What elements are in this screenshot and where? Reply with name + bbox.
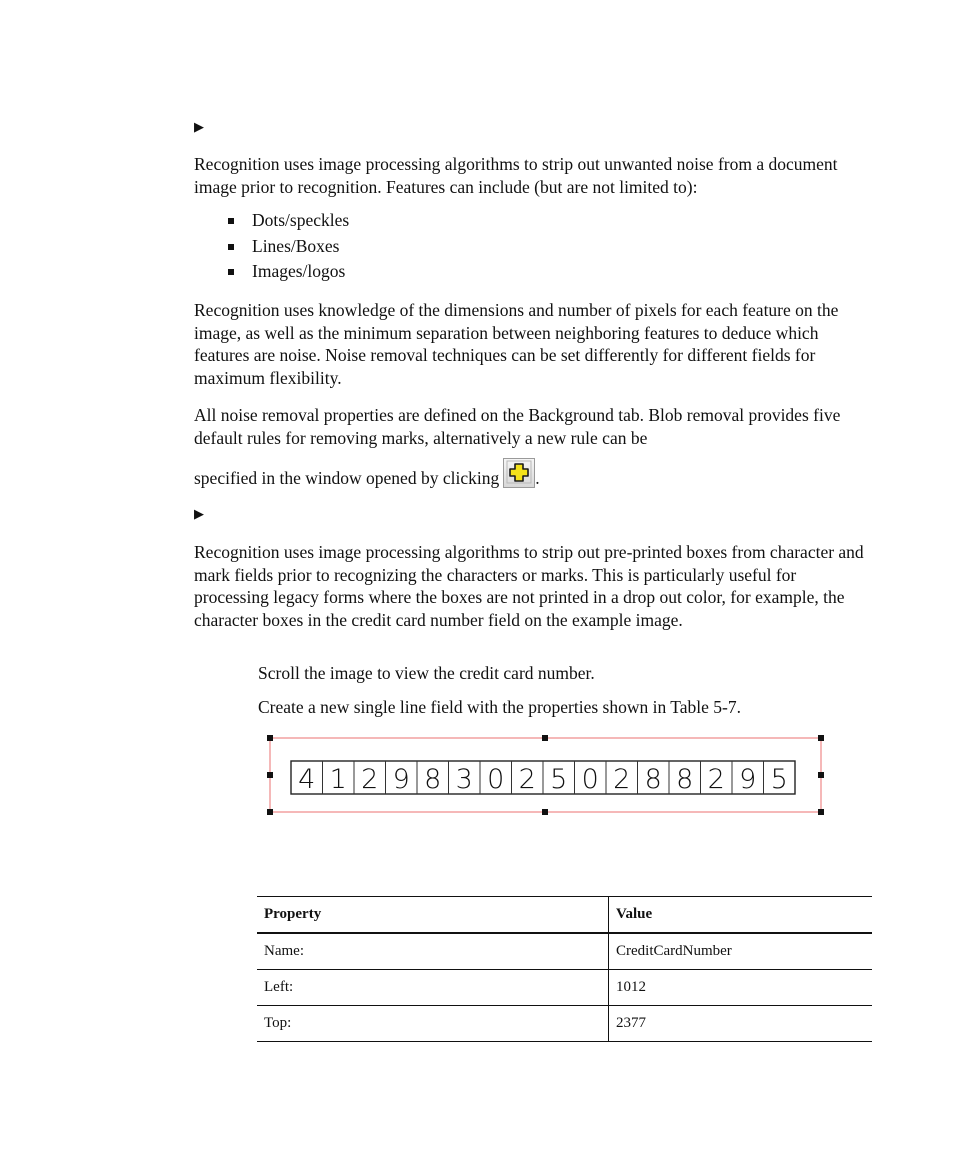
table-header-row — [257, 897, 872, 934]
handwritten-digit: 2 — [613, 764, 631, 795]
handwritten-digit: 9 — [392, 764, 410, 795]
noise-intro-paragraph: Recognition uses image processing algorithms to strip out unwanted noise from a document image prior to recognition. Features can include (but are not limited to): — [194, 154, 838, 197]
bullet-square-icon — [228, 244, 234, 250]
header-value: Value — [609, 897, 873, 934]
box-removal-paragraph: Recognition uses image processing algorithms to strip out pre-printed boxes from character and mark fields prior to recognizing the characters or marks. This is particularly useful for processing legacy forms where the boxes are not printed in a drop out color, for example, the character boxes in the credit card number field on the example image. — [194, 542, 864, 630]
handwritten-digit: 2 — [707, 764, 725, 795]
handwritten-digit: 8 — [676, 764, 694, 795]
handwritten-digit: 8 — [424, 764, 442, 795]
period-text: . — [535, 468, 540, 488]
noise-knowledge-paragraph: Recognition uses knowledge of the dimensions and number of pixels for each feature on the image, as well as the minimum separation between neighboring features to deduce which features are noise. Noise removal techniques can be set differently for different fields for maximum flexibility. — [194, 300, 839, 388]
cell-value: 1012 — [609, 970, 873, 1006]
handwritten-digit: 9 — [739, 764, 757, 795]
step-create-field: Create a new single line field with the properties shown in Table 5-7. — [258, 697, 741, 717]
clicking-text: specified in the window opened by clicking — [194, 468, 500, 488]
list-item-label: Dots/speckles — [252, 210, 350, 230]
add-rule-button[interactable] — [503, 458, 535, 488]
table-row — [257, 970, 872, 1006]
bullet-square-icon — [228, 218, 234, 224]
handwritten-digit: 5 — [770, 764, 788, 795]
bullet-square-icon — [228, 269, 234, 275]
table-row — [257, 933, 872, 970]
character-boxes — [298, 761, 788, 795]
cell-property: Left: — [257, 970, 609, 1006]
table-row — [257, 1006, 872, 1042]
background-tab-paragraph-end — [194, 458, 874, 495]
cell-property: Top: — [257, 1006, 609, 1042]
cell-value: 2377 — [609, 1006, 873, 1042]
step-scroll-image: Scroll the image to view the credit card number. — [258, 663, 595, 683]
list-item-label: Lines/Boxes — [252, 235, 340, 256]
properties-table — [257, 896, 872, 1042]
list-item — [194, 209, 594, 235]
header-property: Property — [257, 897, 609, 934]
list-item — [194, 260, 594, 286]
background-tab-paragraph: All noise removal properties are defined on the Background tab. Blob removal provides five default rules for removing marks, alternatively a new rule can be — [194, 405, 841, 448]
credit-card-field-image — [265, 732, 827, 818]
cell-value: CreditCardNumber — [609, 933, 873, 970]
handwritten-digit: 0 — [487, 764, 505, 795]
noise-feature-list — [194, 209, 594, 286]
handwritten-digit: 2 — [518, 764, 536, 795]
handwritten-digit: 3 — [455, 764, 473, 795]
list-item — [194, 235, 594, 261]
handwritten-digit: 1 — [329, 764, 347, 795]
handwritten-digit: 0 — [581, 764, 599, 795]
section-arrow-noise: ▶ — [194, 120, 204, 135]
handwritten-digit: 2 — [361, 764, 379, 795]
section-arrow-box-removal: ▶ — [194, 507, 204, 522]
field-selection-svg — [265, 732, 827, 818]
handwritten-digit: 5 — [550, 764, 568, 795]
cell-property: Name: — [257, 933, 609, 970]
add-rule-icon — [504, 459, 534, 487]
handwritten-digit: 8 — [644, 764, 662, 795]
handwritten-digit: 4 — [298, 764, 316, 795]
list-item-label: Images/logos — [252, 261, 346, 281]
